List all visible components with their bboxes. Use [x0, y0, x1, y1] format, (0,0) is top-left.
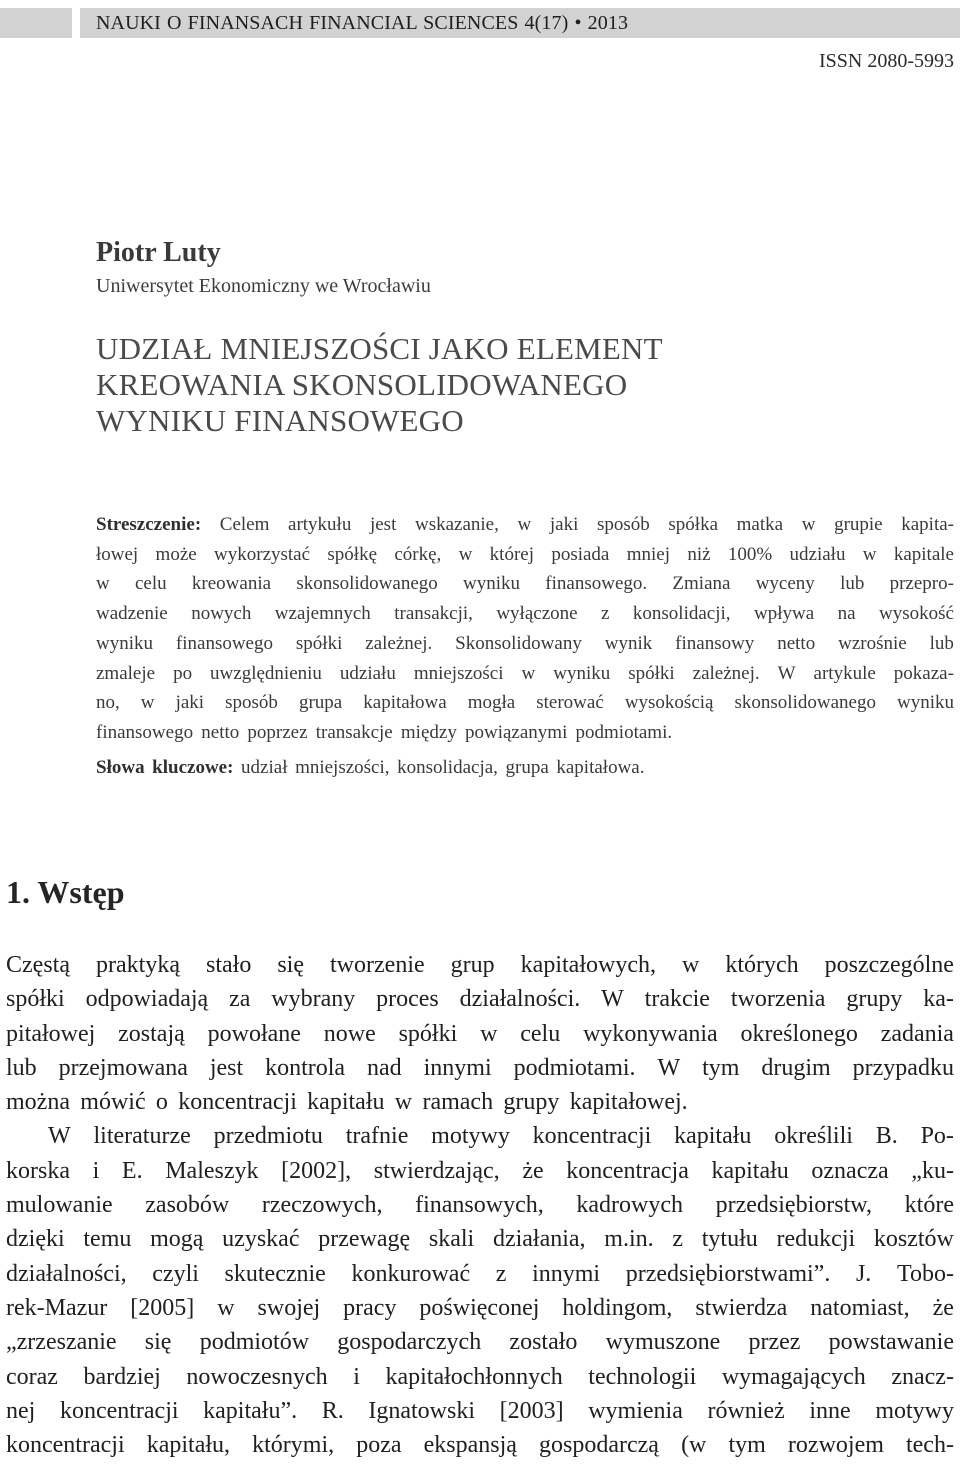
word: mniej [626, 543, 670, 565]
word: W [657, 1054, 681, 1081]
word: i [92, 1157, 100, 1184]
word: działalności. [459, 986, 581, 1013]
word: gospodarczych [337, 1329, 482, 1356]
word: swojej [257, 1294, 321, 1321]
word: podmiotów [199, 1329, 310, 1356]
word: motywy [875, 1397, 954, 1424]
word: natomiast, [810, 1294, 910, 1321]
word: Maleszyk [165, 1157, 259, 1184]
word: jaki [175, 692, 205, 714]
word: wymagających [721, 1363, 866, 1390]
word: łowej [96, 543, 139, 565]
word: wskazanie, [414, 514, 499, 535]
word: spółki [398, 1020, 458, 1047]
article-title [96, 331, 936, 439]
word: konsolidacji, [632, 603, 731, 625]
word: z [601, 603, 610, 625]
word: zasobów [145, 1192, 230, 1219]
paragraph-line [6, 1051, 954, 1085]
word: kapitału, [146, 1432, 231, 1459]
word: Skonsolidowany [455, 632, 582, 654]
body-text [6, 948, 954, 1462]
word: wpływa [754, 603, 815, 625]
word: wymuszone [605, 1329, 721, 1356]
word: koncentracji [59, 1397, 179, 1424]
word: nowe [323, 1020, 376, 1047]
word: w [140, 692, 155, 714]
word: no, [96, 692, 120, 714]
word: mniejszości [413, 662, 504, 684]
word: motywy [431, 1123, 510, 1150]
word: przedsiębiorstwami”. [625, 1260, 831, 1287]
word: transakcji, [394, 603, 473, 625]
word: w [480, 1020, 498, 1047]
word: na [837, 603, 856, 625]
word: stwierdzając, [373, 1157, 500, 1184]
paragraph-line [6, 1257, 954, 1291]
word: mogą [150, 1226, 204, 1253]
paragraph-line [6, 1154, 954, 1188]
word: spółki [295, 632, 343, 654]
word: wysokość [879, 603, 954, 625]
word: stało [205, 952, 252, 978]
word: zależnej. [692, 662, 760, 684]
header-bar-gap [72, 8, 80, 38]
abstract-line [96, 688, 954, 718]
word: i [353, 1363, 360, 1390]
word: mogła [467, 692, 516, 714]
word: kapitału [711, 1157, 789, 1184]
word: jaki [549, 514, 579, 535]
word: W [777, 662, 796, 684]
word: jest [209, 1054, 244, 1081]
abstract-line [96, 629, 954, 659]
author-name: Piotr Luty [96, 237, 221, 268]
word: rozwojem [787, 1432, 884, 1459]
word: innymi [532, 1260, 601, 1287]
word: grup [450, 952, 495, 978]
word: literaturze [93, 1123, 191, 1150]
abstract-label: Streszczenie: [96, 514, 202, 535]
paragraph-line [6, 1325, 954, 1359]
word: w [96, 573, 110, 595]
word: korska [6, 1157, 70, 1184]
word: za [229, 986, 251, 1013]
word: po [173, 662, 193, 684]
word: się [144, 1329, 172, 1356]
word: odpowiadają [85, 986, 209, 1013]
word: „zrzeszanie [6, 1329, 117, 1356]
word: pitałowej [6, 1020, 96, 1047]
word: finansowy [675, 632, 755, 654]
word: Częstą [6, 952, 70, 978]
word: Celem [219, 514, 270, 535]
word: wyniku [463, 573, 521, 595]
word: koncentracja [566, 1157, 689, 1184]
word: ka- [923, 986, 954, 1013]
word: czyli [152, 1260, 199, 1287]
word: konkurować [351, 1260, 471, 1287]
word: zostało [509, 1329, 578, 1356]
word: tworzenie [330, 952, 425, 978]
word: w [801, 514, 816, 535]
abstract-line-text: finansowego netto poprzez transakcje między powiązanymi podmiotami. [96, 721, 673, 743]
word: rek-Mazur [6, 1294, 108, 1321]
word: udziału [339, 662, 396, 684]
word: W [601, 986, 624, 1013]
word: pokaza- [893, 662, 954, 684]
word: w [517, 514, 532, 535]
word: wykorzystać [214, 543, 311, 565]
word: córkę, [394, 543, 442, 565]
word: skutecznie [224, 1260, 326, 1287]
word: poświęconej [419, 1294, 540, 1321]
word: B. [875, 1123, 898, 1150]
word: wyłączone [496, 603, 578, 625]
word: R. [321, 1397, 344, 1424]
abstract-line [96, 569, 954, 599]
word: uzyskać [222, 1226, 300, 1253]
abstract-line [96, 659, 954, 689]
word: przewagę [318, 1226, 411, 1253]
word: matka [736, 514, 784, 535]
word: J. [855, 1260, 872, 1287]
word: finansowego [175, 632, 273, 654]
paragraph-line [6, 1085, 954, 1119]
word: proces [376, 986, 439, 1013]
word: sposób [596, 514, 650, 535]
word: zależnej. [365, 632, 433, 654]
word: 100% [727, 543, 773, 565]
word: artykułu [288, 514, 352, 535]
word: wybrany [271, 986, 356, 1013]
word: wykonywania [583, 1020, 718, 1047]
word: w [521, 662, 536, 684]
word: grupie [834, 514, 883, 535]
word: powstawanie [828, 1329, 954, 1356]
word: tym [728, 1432, 766, 1459]
word: w [862, 543, 877, 565]
paragraph-line [6, 948, 954, 982]
word: się [277, 952, 304, 978]
word: redukcji [776, 1226, 856, 1253]
word: inne [809, 1397, 851, 1424]
word: gospodarczą [539, 1432, 659, 1459]
word: celu [135, 573, 167, 595]
word: poszczególne [824, 952, 954, 978]
paragraph-line [6, 1017, 954, 1051]
article-title-line: WYNIKU FINANSOWEGO [96, 403, 464, 438]
word: tytułu [701, 1226, 758, 1253]
word: praktyką [96, 952, 180, 978]
word: których [725, 952, 799, 978]
word: koncentracji [6, 1432, 125, 1459]
word: przedmiotu [213, 1123, 323, 1150]
word: przejmowana [58, 1054, 188, 1081]
word: zadania [880, 1020, 954, 1047]
word: powołane [207, 1020, 301, 1047]
paragraph-line [6, 982, 954, 1016]
word: z [495, 1260, 507, 1287]
word: jest [369, 514, 397, 535]
word: temu [83, 1226, 132, 1253]
word: które [904, 1192, 954, 1219]
word: rzeczowych, [261, 1192, 383, 1219]
word: kreowania [191, 573, 272, 595]
word: nowych [191, 603, 252, 625]
word: spółka [668, 514, 719, 535]
word: spółkę [327, 543, 377, 565]
word: m.in. [604, 1226, 654, 1253]
word: [2002], [281, 1157, 352, 1184]
word: tworzenia [730, 986, 826, 1013]
word: bardziej [83, 1363, 161, 1390]
paragraph-line [6, 1428, 954, 1462]
word: wymienia [588, 1397, 683, 1424]
word: celu [520, 1020, 561, 1047]
author-affiliation: Uniwersytet Ekonomiczny we Wrocławiu [96, 275, 431, 297]
word: przedsiębiorstw, [715, 1192, 873, 1219]
word: zmaleje [96, 662, 156, 684]
word: przypadku [852, 1054, 954, 1081]
word: że [522, 1157, 544, 1184]
word: spółki [628, 662, 675, 684]
keywords-label: Słowa kluczowe: [96, 757, 234, 778]
word: niż [687, 543, 711, 565]
word: technologii [588, 1363, 697, 1390]
article-title-line: KREOWANIA SKONSOLIDOWANEGO [96, 367, 628, 402]
word: wadzenie [96, 603, 168, 625]
word: drugim [761, 1054, 831, 1081]
word: Zmiana [672, 573, 731, 595]
word: przez [748, 1329, 801, 1356]
issn-number: ISSN 2080-5993 [818, 50, 954, 72]
word: skali [428, 1226, 475, 1253]
word: sposób [225, 692, 278, 714]
word: finansowych, [415, 1192, 544, 1219]
word: sterować [536, 692, 604, 714]
word: (w [681, 1432, 707, 1459]
word: „ku- [911, 1157, 954, 1184]
section-heading: 1. Wstęp [6, 874, 125, 910]
word: W [48, 1123, 71, 1150]
word: grupy [846, 986, 903, 1013]
article-title-line: UDZIAŁ MNIEJSZOŚCI JAKO ELEMENT [96, 331, 663, 366]
word: przepro- [889, 573, 954, 595]
word: lub [6, 1054, 37, 1081]
word: wzajemnych [274, 603, 371, 625]
abstract-line [96, 718, 954, 748]
word: nej [6, 1397, 36, 1424]
word: działania, [492, 1226, 586, 1253]
word: pracy [343, 1294, 397, 1321]
word: stwierdza [695, 1294, 788, 1321]
word: również [707, 1397, 785, 1424]
word: skonsolidowanego [734, 692, 876, 714]
journal-header-bar [0, 8, 960, 38]
word: kadrowych [576, 1192, 683, 1219]
word: lub [840, 573, 865, 595]
word: oznacza [811, 1157, 889, 1184]
word: E. [121, 1157, 143, 1184]
word: posiada [551, 543, 610, 565]
word: kontrola [265, 1054, 346, 1081]
word: kapitałowych, [520, 952, 656, 978]
word: netto [777, 632, 816, 654]
word: wyniku [897, 692, 954, 714]
word: kosztów [873, 1226, 954, 1253]
word: spółki [6, 986, 65, 1013]
paragraph-line [6, 1291, 954, 1325]
word: znacz- [891, 1363, 954, 1390]
word: innymi [423, 1054, 492, 1081]
word: że [932, 1294, 954, 1321]
word: finansowego. [545, 573, 648, 595]
word: tech- [905, 1432, 954, 1459]
paragraph-line [6, 1222, 954, 1256]
word: zostają [118, 1020, 185, 1047]
word: której [489, 543, 534, 565]
word: kapitałochłonnych [385, 1363, 563, 1390]
word: Po- [920, 1123, 954, 1150]
word: wyceny [755, 573, 815, 595]
word: Ignatowski [368, 1397, 476, 1424]
paragraph-line-text: można mówić o koncentracji kapitału w ramach grupy kapitałowej. [6, 1089, 688, 1116]
word: kapitału”. [203, 1397, 298, 1424]
word: w [458, 543, 473, 565]
word: grupa [298, 692, 343, 714]
word: nowoczesnych [186, 1363, 328, 1390]
word: kapita- [901, 514, 954, 535]
word: lub [929, 632, 954, 654]
word: [2003] [499, 1397, 564, 1424]
word: poza [356, 1432, 402, 1459]
word: coraz [6, 1363, 58, 1390]
word: holdingom, [562, 1294, 673, 1321]
word: ekspansją [423, 1432, 517, 1459]
word: kapitałowa [363, 692, 447, 714]
word: Tobo- [896, 1260, 954, 1287]
paragraph-line [6, 1188, 954, 1222]
word: [2005] [130, 1294, 195, 1321]
word: w [217, 1294, 235, 1321]
abstract [96, 510, 954, 748]
word: mulowanie [6, 1192, 113, 1219]
abstract-line [96, 540, 954, 570]
word: udziału [789, 543, 846, 565]
word: w [681, 952, 700, 978]
word: określonego [740, 1020, 858, 1047]
word: którymi, [252, 1432, 335, 1459]
abstract-first-line [96, 510, 954, 540]
paragraph-line [6, 1360, 954, 1394]
paragraph-line [6, 1119, 954, 1153]
word: wynik [604, 632, 653, 654]
keywords [96, 753, 644, 783]
word: z [672, 1226, 684, 1253]
word: działalności, [6, 1260, 127, 1287]
journal-title: NAUKI O FINANSACH FINANCIAL SCIENCES 4(17) • 2013 [96, 12, 629, 34]
word: trakcie [644, 986, 710, 1013]
word: kapitału [674, 1123, 752, 1150]
word: może [155, 543, 197, 565]
word: tym [702, 1054, 740, 1081]
word: podmiotami. [513, 1054, 636, 1081]
word: wzrośnie [838, 632, 907, 654]
abstract-line [96, 599, 954, 629]
paragraph-line [6, 1394, 954, 1428]
word: trafnie [345, 1123, 409, 1150]
word: artykule [813, 662, 876, 684]
word: wyniku [553, 662, 611, 684]
word: określili [774, 1123, 853, 1150]
word: dzięki [6, 1226, 65, 1253]
word: wyniku [96, 632, 153, 654]
word: koncentracji [532, 1123, 652, 1150]
word: nad [367, 1054, 402, 1081]
word: uwzględnieniu [210, 662, 322, 684]
word: kapitale [893, 543, 954, 565]
keywords-text: udział mniejszości, konsolidacja, grupa kapitałowa. [241, 757, 645, 778]
word: wysokością [624, 692, 714, 714]
word: skonsolidowanego [296, 573, 438, 595]
